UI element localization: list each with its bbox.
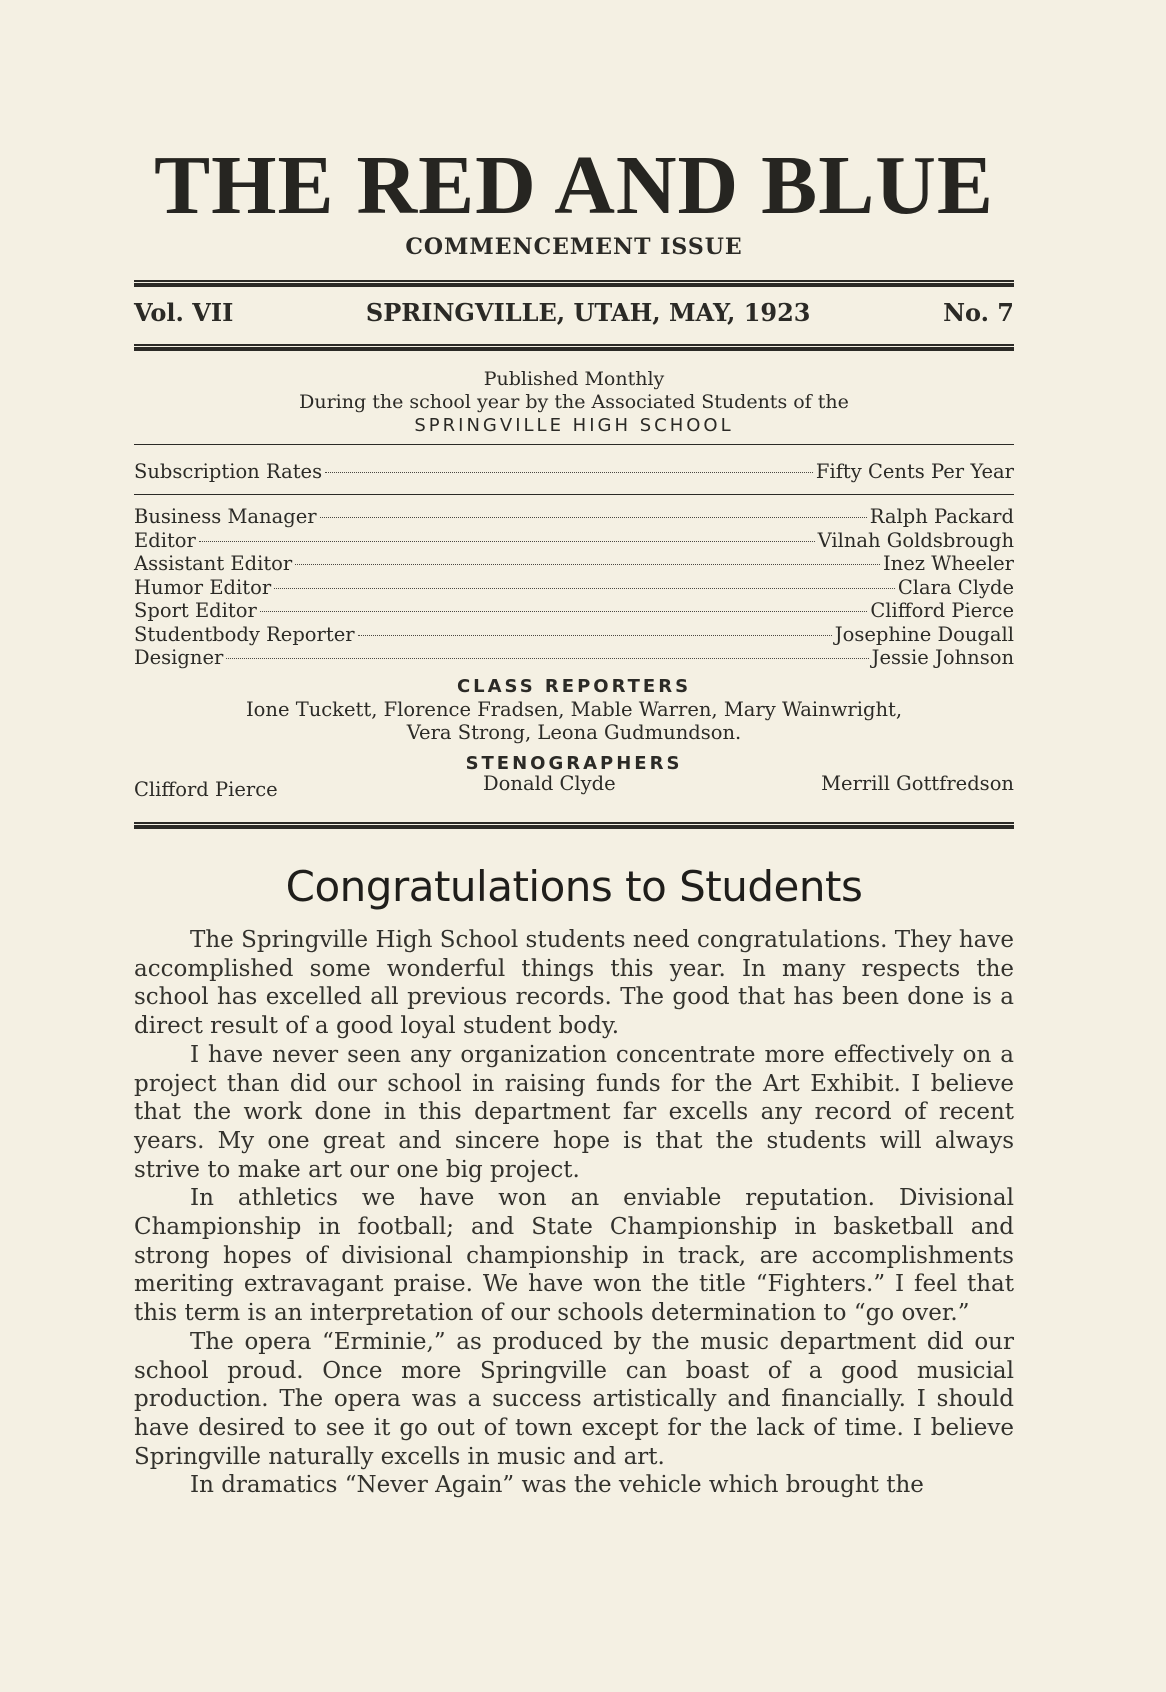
class-reporters-line: Vera Strong, Leona Gudmundson. [406, 721, 742, 744]
school-name: SPRINGVILLE HIGH SCHOOL [414, 415, 734, 436]
leader-dots [274, 588, 895, 589]
stenographers [134, 753, 1014, 801]
divider [134, 444, 1014, 445]
article-paragraph: In dramatics “Never Again” was the vehicle which brought the [190, 1472, 924, 1499]
staff-role: Assistant Editor [134, 552, 293, 575]
place-date: SPRINGVILLE, UTAH, MAY, 1923 [365, 298, 811, 327]
leader-dots [295, 564, 880, 565]
divider [134, 822, 1014, 829]
staff-role: Sport Editor [134, 599, 257, 622]
leader-dots [226, 658, 868, 659]
staff-list [134, 505, 1014, 670]
issue-number: No. 7 [943, 298, 1014, 327]
staff-row [134, 552, 1014, 576]
staff-row [134, 505, 1014, 529]
article-body [134, 926, 1014, 1500]
leader-dots [358, 635, 832, 636]
staff-name: Clara Clyde [897, 575, 1014, 599]
leader-dots [260, 611, 868, 612]
stenographer-name: Merrill Gottfredson [821, 772, 1014, 795]
subscription-value: Fifty Cents Per Year [815, 460, 1014, 483]
stenographer-name: Clifford Pierce [134, 778, 278, 801]
class-reporters-line: Ione Tuckett, Florence Fradsen, Mable Warren, Mary Wainwright, [245, 698, 903, 721]
staff-name: Jessie Johnson [871, 646, 1014, 669]
volume-row [134, 298, 1014, 327]
article-paragraph: In athletics we have won an enviable reputation. Divisional Championship in football; and State Championship in basketball and strong hopes of divisional championship in track, are accomplishments meriting extravagant praise. We have won the title “Fighters.” I feel that this term is an interpretation of our schools determination to “go over.” [134, 1185, 1014, 1327]
staff-row [134, 646, 1014, 670]
subscription-label: Subscription Rates [134, 460, 323, 483]
article-paragraph: I have never seen any organization concentrate more effectively on a project than did our school in raising funds for the Art Exhibit. I believe that the work done in this department far excells any record of recent years. My one great and sincere hope is that the students will always strive to make art our one big project. [134, 1041, 1014, 1183]
publication-publisher: During the school year by the Associated Students of the [299, 391, 849, 413]
issue-subtitle: COMMENCEMENT ISSUE [405, 234, 743, 260]
staff-name: Inez Wheeler [882, 552, 1014, 575]
staff-role: Studentbody Reporter [134, 622, 355, 646]
stenographers-heading: STENOGRAPHERS [465, 753, 683, 774]
subscription-row [134, 460, 1014, 484]
staff-name: Ralph Packard [869, 505, 1014, 528]
leader-dots [199, 541, 815, 542]
staff-name: Vilnah Goldsbrough [817, 528, 1014, 552]
staff-role: Humor Editor [134, 575, 272, 599]
leader-dots [325, 472, 813, 473]
masthead-title: THE RED AND BLUE [154, 139, 994, 232]
staff-role: Business Manager [134, 505, 317, 528]
class-reporters [134, 676, 1014, 744]
article-paragraph: The Springville High School students need congratulations. They have accomplished some wonderful things this year. In many respects the school has excelled all previous records. The good that has been done is a direct result of a good loyal student body. [134, 927, 1014, 1040]
staff-name: Clifford Pierce [870, 599, 1014, 622]
divider [134, 280, 1014, 287]
staff-row [134, 529, 1014, 553]
staff-row [134, 623, 1014, 647]
leader-dots [320, 517, 867, 518]
article-paragraph: The opera “Erminie,” as produced by the music department did our school proud. Once more Springville can boast of a good musicial production. The opera was a success artistically and financially. I should have desired to see it go out of town except for the lack of time. I believe Springville naturally excells in music and art. [134, 1328, 1014, 1470]
class-reporters-heading: CLASS REPORTERS [456, 676, 692, 697]
stenographer-name: Donald Clyde [483, 772, 616, 795]
staff-role: Designer [134, 646, 224, 669]
staff-row [134, 599, 1014, 623]
staff-row [134, 576, 1014, 600]
staff-name: Josephine Dougall [834, 622, 1014, 646]
divider [134, 494, 1014, 495]
article-title: Congratulations to Students [285, 862, 863, 911]
publication-info [134, 368, 1014, 437]
staff-role: Editor [134, 528, 196, 552]
divider [134, 344, 1014, 351]
volume-label: Vol. VII [134, 298, 234, 327]
stenographers-names [134, 772, 1014, 801]
publication-frequency: Published Monthly [483, 368, 665, 390]
